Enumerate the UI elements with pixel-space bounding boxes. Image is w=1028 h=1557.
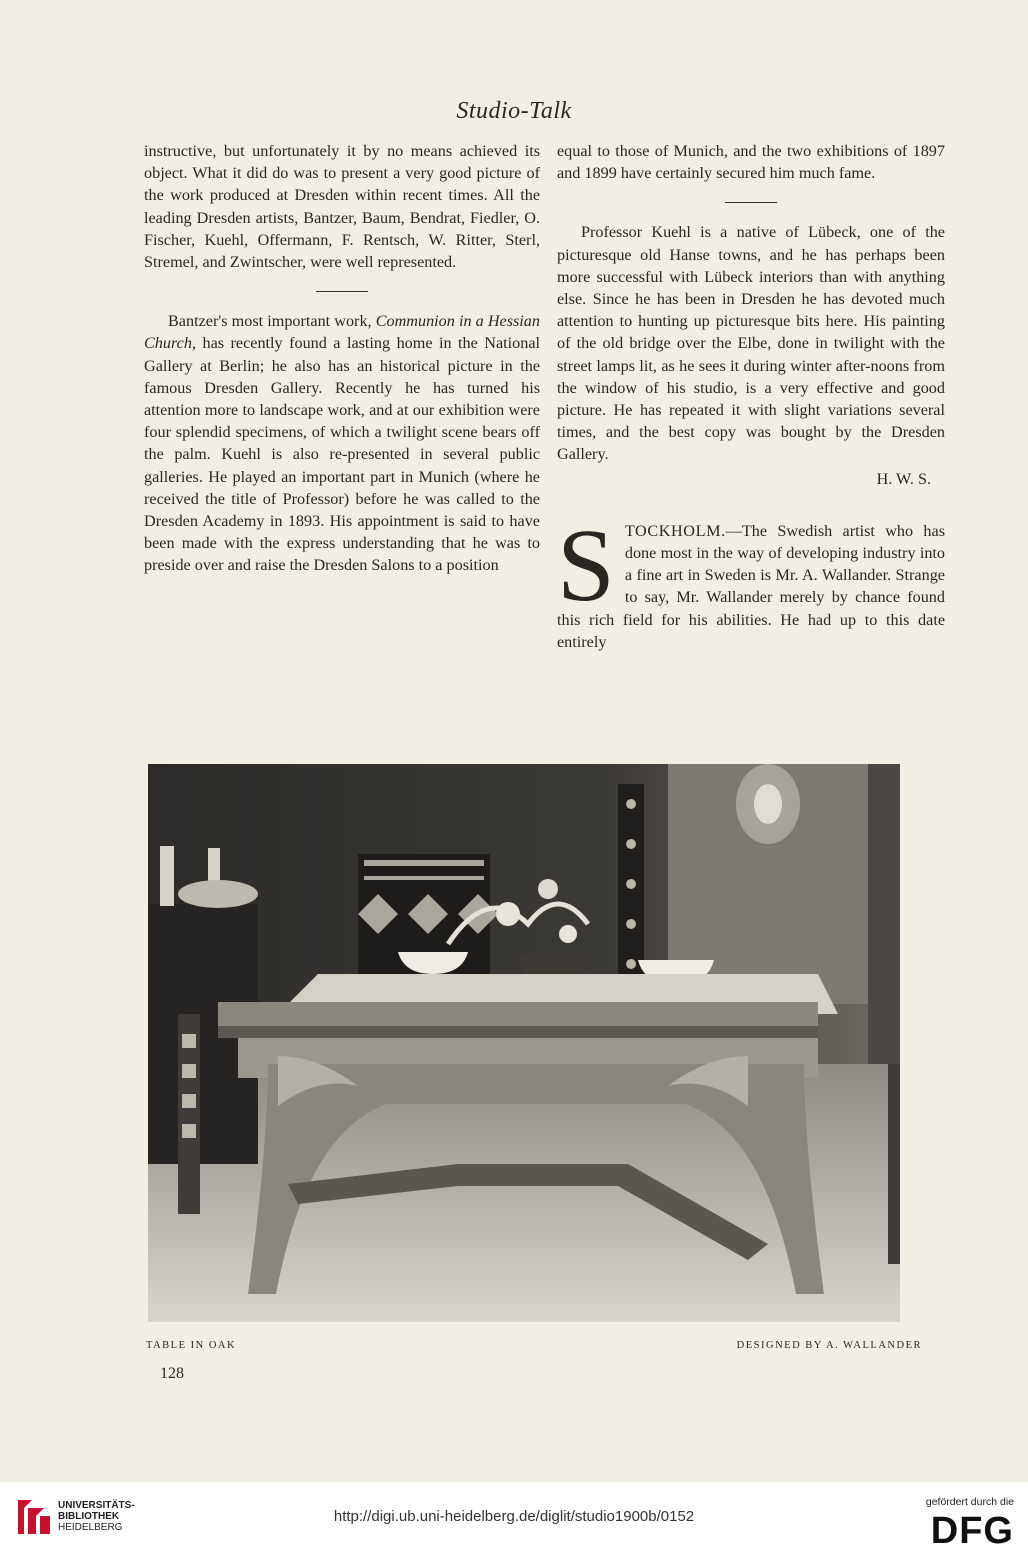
dfg-logo: DFG [930,1510,1014,1552]
paragraph: instructive, but unfortunately it by no means achieved its object. What it did do was to present a very good picture of the work produced at Dresden within recent times. All the leading Dresden artists, Bantzer, Baum, Bendrat, Fiedler, O. Fischer, Kuehl, Offermann, F. Rentsch, W. Ritter, Sterl, Stremel, and Zwintscher, were well represented. [144,142,540,272]
running-head: Studio-Talk [456,98,572,124]
figure-caption-left: TABLE IN OAK [146,1340,237,1351]
text-run: Bantzer's most important work, [168,312,376,331]
section-rule [725,202,777,203]
text-run: , has recently found a lasting home in the National Gallery at Berlin; he also has an historical picture in the famous Dresden Gallery. Recently he has turned his attention more to landscape work, and at our exhibition were four splendid specimens, of which a twilight scene bears off the palm. Kuehl is also re-presented in several public galleries. He played an important part in Munich (where he received the title of Professor) before he was called to the Dresden Academy in 1893. His appointment is said to have been made with the express understanding that he was to preside over and raise the Dresden Salons to a position [144,334,540,575]
artwork-title: Communion in a Hessian Church [144,312,540,353]
spacer [557,490,945,520]
photograph-table-in-oak [148,764,900,1322]
left-column [144,140,540,577]
paragraph [557,507,945,653]
digitization-footer [0,1482,1028,1557]
library-name-line: UNIVERSITÄTS- [58,1500,135,1511]
section-rule [316,291,368,292]
figure-caption-right: DESIGNED BY A. WALLANDER [736,1340,922,1351]
text-run: —The Swedish artist who has done most in the way of developing industry into a fine art in Sweden is Mr. A. Wallander. Strange to say, Mr. Wallander merely by chance found this rich field for his abilities. He had up to this date entirely [557,521,945,651]
author-signature: H. W. S. [876,469,931,488]
smallcaps-lead: TOCKHOLM. [624,521,726,540]
paragraph [144,310,540,576]
right-column [557,140,945,653]
library-name-line: BIBLIOTHEK [58,1511,120,1522]
source-url-link[interactable]: http://digi.ub.uni-heidelberg.de/diglit/studio1900b/0152 [333,1508,695,1525]
drop-cap: S [557,507,615,623]
paragraph: equal to those of Munich, and the two exhibitions of 1897 and 1899 have certainly secured him much fame. [557,142,945,183]
library-name-line: HEIDELBERG [58,1522,123,1533]
funder-label: gefördert durch die [925,1496,1014,1508]
page-number: 128 [160,1365,184,1382]
paragraph: Professor Kuehl is a native of Lübeck, one of the picturesque old Hanse towns, and he has perhaps been more successful with Lübeck interiors than with anything else. Since he has been in Dresden he has devoted much attention to hunting up picturesque bits here. His painting of the old bridge over the Elbe, done in twilight with the street lamps lit, as he sees it during winter after-noons from the window of his studio, is a very effective and good picture. He has repeated it with slight variations several times, and the best copy was bought by the Dresden Gallery. [557,223,945,464]
photo-illustration [148,764,900,1322]
